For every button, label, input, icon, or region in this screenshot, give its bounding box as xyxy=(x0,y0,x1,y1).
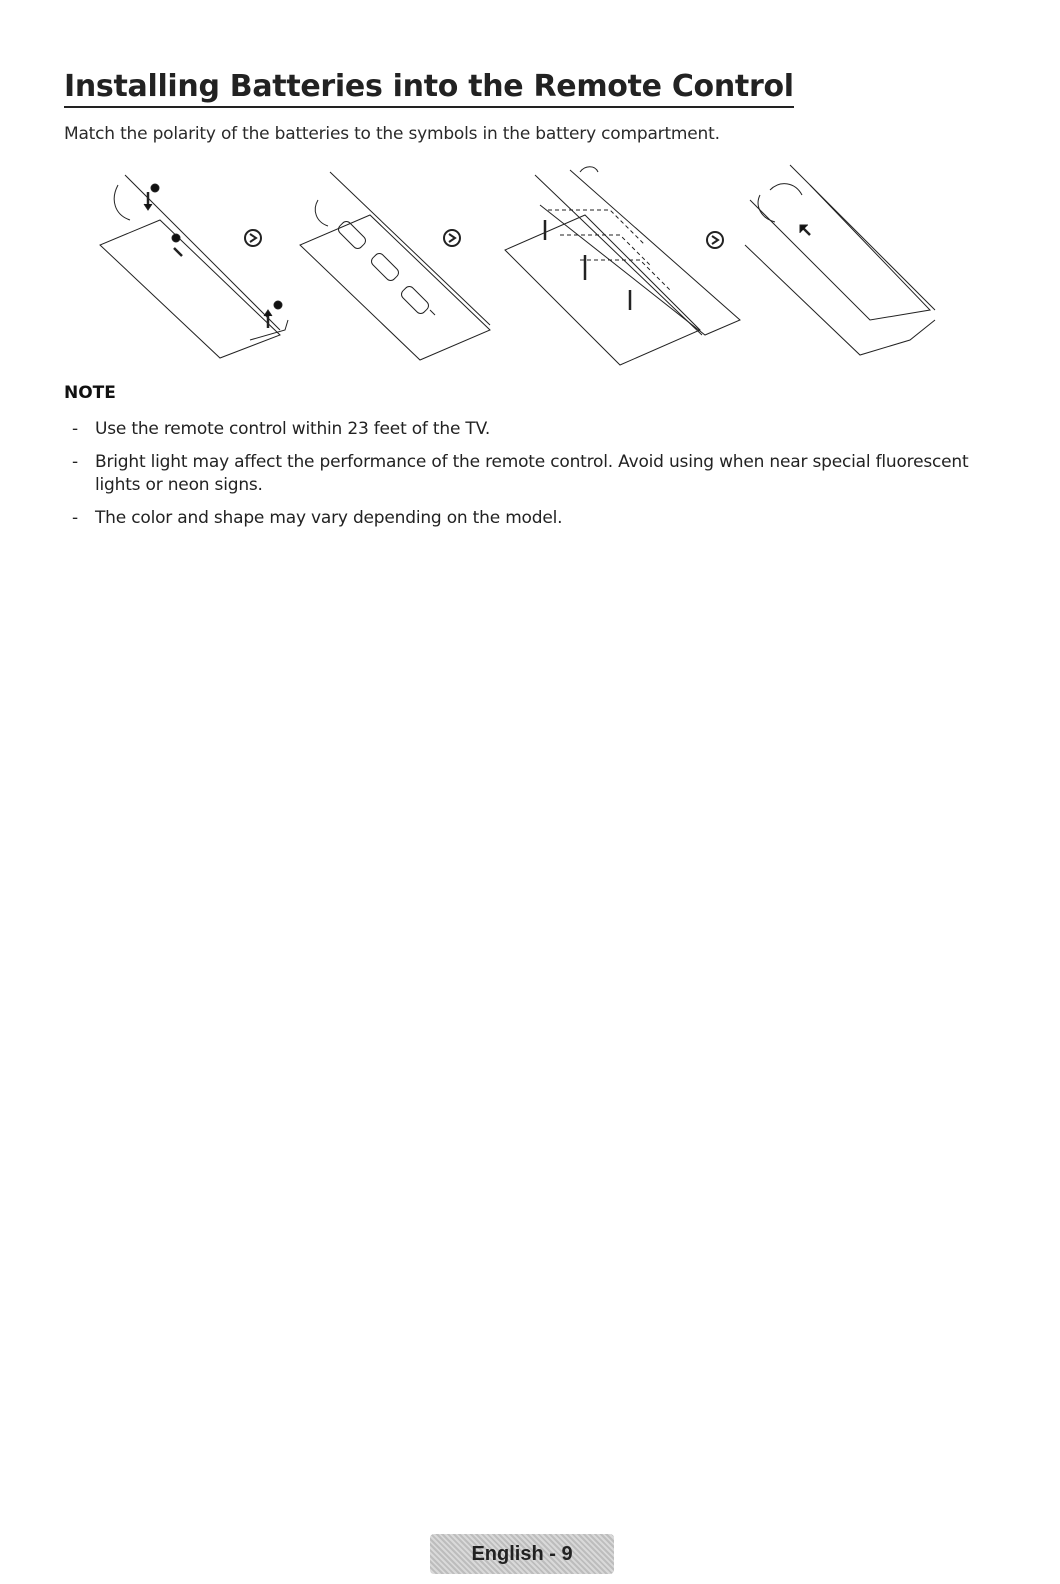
battery-installation-illustration xyxy=(90,160,950,375)
step-align-batteries-illustration xyxy=(505,167,740,365)
note-item xyxy=(64,451,1004,497)
note-item-text: Bright light may affect the performance of the remote control. Avoid using when near special fluorescent lights or neon signs. xyxy=(95,452,969,495)
note-heading: NOTE xyxy=(64,383,116,403)
page-title: Installing Batteries into the Remote Control xyxy=(64,68,794,108)
note-item xyxy=(64,418,1004,441)
dash-bullet: - xyxy=(72,452,78,472)
step-arrow-icon-1 xyxy=(245,230,261,246)
page-number-label: English - 9 xyxy=(471,1542,573,1565)
dash-bullet: - xyxy=(72,419,78,439)
note-item-text: Use the remote control within 23 feet of the TV. xyxy=(95,419,491,439)
step-close-cover-illustration xyxy=(745,165,935,355)
step-arrow-icon-2 xyxy=(444,230,460,246)
note-item xyxy=(64,507,1004,530)
step-arrow-icon-3 xyxy=(707,232,723,248)
note-list xyxy=(64,418,1004,540)
step-insert-batteries-illustration xyxy=(300,172,490,360)
page-subtitle: Match the polarity of the batteries to the symbols in the battery compartment. xyxy=(64,124,720,144)
note-item-text: The color and shape may vary depending on the model. xyxy=(95,508,563,528)
page-number-badge xyxy=(430,1534,614,1574)
step-open-cover-illustration xyxy=(100,175,288,358)
dash-bullet: - xyxy=(72,508,78,528)
